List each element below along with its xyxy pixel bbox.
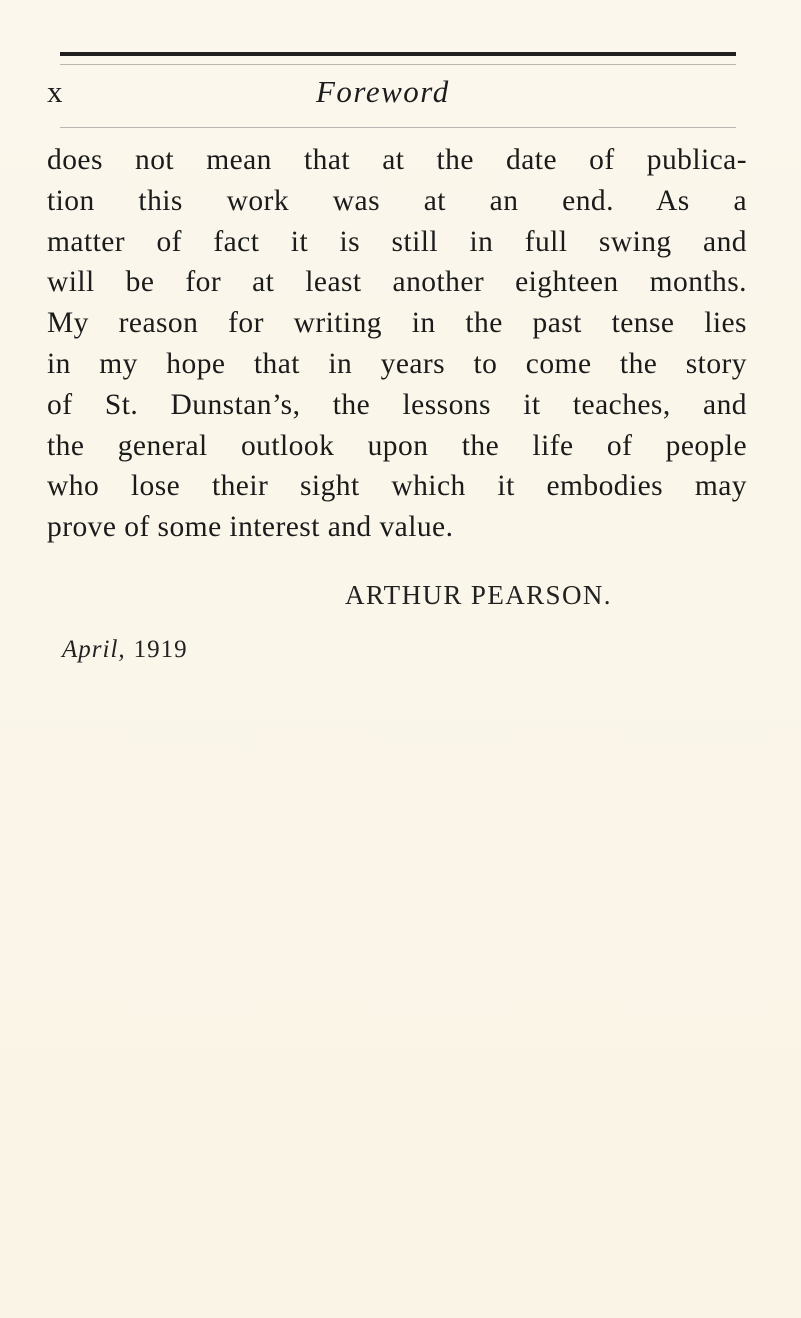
- header-rule: [60, 127, 736, 128]
- dateline: [62, 630, 188, 670]
- text-line: tion this work was at an end. As a: [47, 184, 747, 217]
- author-signature: ARTHUR PEARSON.: [345, 580, 612, 610]
- text-line: does not mean that at the date of publica-: [47, 144, 747, 176]
- text-line: in my hope that in years to come the story: [47, 347, 747, 380]
- running-head-title: Foreword: [316, 74, 450, 109]
- text-line: of St. Dunstan’s, the lessons it teaches, and: [47, 388, 747, 421]
- page-number: x: [47, 74, 64, 109]
- text-line: matter of fact it is still in full swing and: [47, 225, 747, 258]
- foreword-paragraph: [47, 140, 747, 548]
- date-month: April,: [62, 636, 126, 663]
- text-line: will be for at least another eighteen months.: [47, 266, 747, 299]
- date-year: 1919: [133, 636, 188, 663]
- text-line: the general outlook upon the life of people: [47, 429, 747, 462]
- text-line: My reason for writing in the past tense lies: [47, 307, 747, 340]
- top-border-rule: [60, 52, 736, 56]
- text-line: who lose their sight which it embodies may: [47, 470, 747, 503]
- top-border-thin-rule: [60, 64, 736, 65]
- text-line: prove of some interest and value.: [47, 511, 454, 544]
